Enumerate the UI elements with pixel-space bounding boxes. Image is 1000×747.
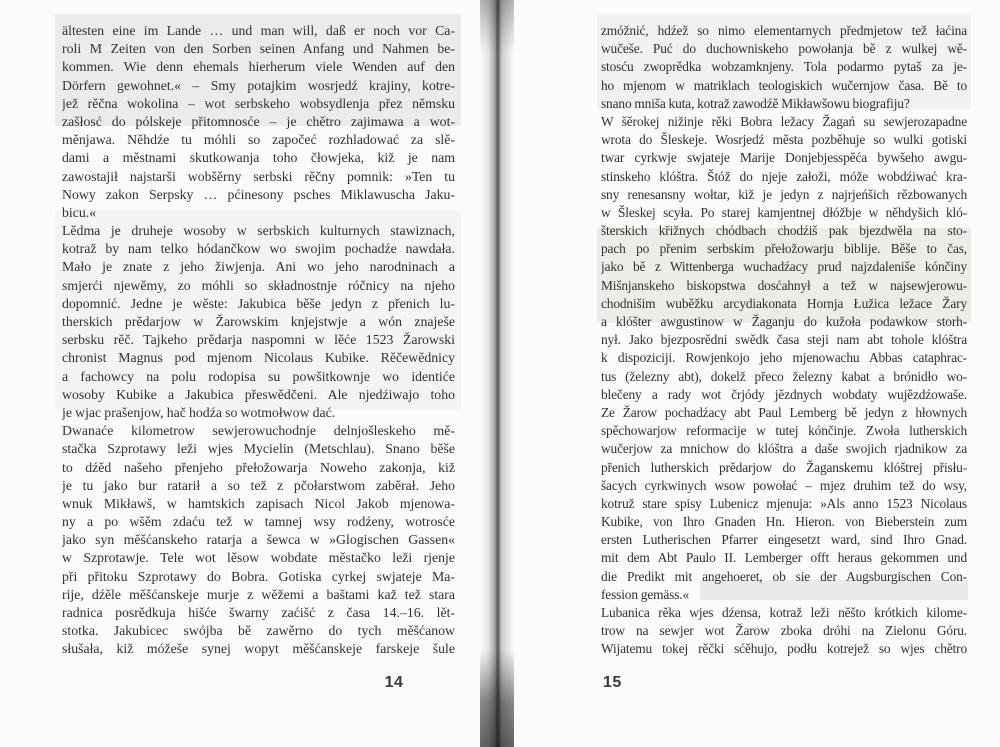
text-line: a klóšter awgustinow w Žaganju do kužoła podawkow storh- [601,314,967,329]
text-line: sny renesansny wołtar, kiž je jedyn z najrjeńšich rězbowanych [601,186,967,202]
text-line: Dörfern gewohnet.« – Smy potajkim wosrjedź krajiny, kotre- [62,77,455,93]
text-line: stinskeho klóštra. Štóž do njeje załoži, móže wobdźiwać kra- [601,168,967,184]
text-line: zašłosć do pólskeje přitomnosće – je chětro zajimawa a wot- [62,113,455,129]
text-line: bicu.« [62,204,97,220]
text-line: die Predikt mit angehoeret, ob sie der Augsburgischen Con- [601,568,967,584]
text-line: šacych cyrkwinych wsow powołać – mjez druhim tež do wsy, [601,477,967,493]
text-line: ersten Lutherischen Pfarrer eingesetzt ward, sind Ihro Gnad. [601,532,967,548]
text-line: fession gemäss.« [601,586,690,602]
text-line: stosću zwoprědka wobzamknjeny. Tola podarmo pytaš za je- [601,59,967,75]
text-line: smjerći njewěmy, zo móhli so składnostnje róčnicy na njeho [62,277,455,293]
text-line: chodnišim wuběžku arcydiakonata Hornja Łužica ležace Žary [601,295,967,311]
text-line: W šěrokej nižinje rěki Bobra ležacy Žagań su sewjerozapadne [601,113,967,129]
text-line: ho mjenom w matriklach teologiskich wučernjow časa. Bě to [601,77,967,93]
text-line: Nowy zakon Serpsky … pćinesony psches Miklawuscha Jaku- [62,186,455,202]
text-line: Lubanica rěka wjes dźensa, kotraž leži něšto krótkich kilome- [601,605,967,620]
right-page-number: 15 [603,674,622,691]
text-line: Lědma je druheje wosoby w serbskich kulturnych stawiznach, [62,223,455,239]
text-line: w Šleskej scyła. Po starej kamjentnej dłóžbje w něhdyšich kló- [601,204,967,220]
text-line: jako syn měšćanskeho ratarja a šewca w »Glogischen Gassen« [62,532,455,548]
text-line: dopomnić. Jedne je wěste: Jakubica běše jedyn z přenich lu- [62,295,455,311]
left-page-number: 14 [384,674,404,691]
text-line: wučerjow za mnichow do klóštra a daše swojich rjadnikow za [601,441,967,457]
text-line: a fachowcy na polu rodopisa su powšitkownje wo identiće [62,368,455,384]
text-line: je tu jako bur ratarił a so tež z pčołarstwom zaběrał. Jeho [62,477,455,493]
text-line: w Szprotawje. Tele wot lěsow wobdate městačko leži rjenje [62,550,455,566]
text-line: spěchowarjow reformacije w tutej kónčinje. Zwoła lutherskich [601,423,967,439]
text-line: při přitoku Szprotawy do Bobra. Gotiska cyrkej swjateje Ma- [62,568,455,584]
text-line: šterskich křižnych chódbach chodźiš pak bjezdwěla na sto- [601,223,967,239]
text-line: kotruž stare spisy Lubenicz mjenuja: »Als anno 1523 Nicolaus [601,495,967,511]
text-line: je wjac prašenjow, hač hodźa so wotmołwow dać. [62,404,336,420]
text-line: serbsku rěč. Tajkeho prědarja naspomni w lěće 1523 Žarowski [62,332,455,348]
text-line: měnjawa. Něhdźe tu móhli so započeć rozhladować za slě- [62,132,455,148]
left-page-text [62,22,455,659]
text-line: radnica posrědkuja hišće šwarny zaćišć z časa 14.–16. lět- [62,605,455,620]
text-line: Mišnjanskeho biskopstwa dosćahnył a tež w najsewjerowu- [601,277,967,293]
text-line: kommen. Wie denn ehemals hierherum viele Wenden auf den [62,59,455,75]
text-line: wučeše. Puć do duchowniskeho powołanja bě z wulkej wě- [601,41,967,57]
text-line: ältesten eine im Lande … und man will, daß er noch vor Ca- [62,23,455,38]
text-line: wosoby Kubike a Jakubica přeswědčeni. Ale njedźiwajo toho [62,386,455,402]
text-line: Mało je znate z jeho žiwjenja. Ani wo jeho narodninach a [62,259,455,275]
right-page-text [601,22,967,659]
text-line: rije, dźěle měšćanskeje murje z wěžemi a baštami kaž tež stara [62,586,455,602]
text-line: Wijatemu tokej rěčki sćěhujo, podłu kotrejež so wjes chětro [601,641,967,657]
text-line: Dwanaće kilometrow sewjerowuchodnje delnjošleskeho mě- [62,423,455,439]
text-line: wrota do Šleskeje. Wosrjedź města pozběhuje so wulki gotiski [601,132,967,148]
text-line: zmóžnić, hdźež so nimo elementarnych předmjetow tež łaćina [601,23,967,38]
text-line: ny a po wšěm zdaću tež w tamnej wsy rodźeny, wotrosće [62,514,455,530]
text-line: kotraž by nam telko hódančkow wo swojim pochadźe nawdała. [62,241,455,257]
text-line: trow na sewjer wot Žarow zboka dróhi na Zielonu Góru. [601,623,967,639]
text-line: Kubike, von Ihro Gnaden Hn. Hieron. von Bieberstein zum [601,514,967,530]
text-line: chronist Magnus pod mjenom Nicolaus Kubike. Rěčewědnicy [62,350,455,366]
text-line: dami a městnami skutkowanja toho čłowjeka, kiž je nam [62,150,455,166]
text-line: Ze Žarow pochadźacy abt Paul Lemberg bě jedyn z hłownych [601,404,967,420]
text-line: słušała, kiž móžeše synej wopyt měšćanskeje farskeje šule [62,641,455,657]
text-line: mit dem Abt Paulo II. Lemberger offt heraus gekommen und [601,550,967,566]
text-line: k dispoziciji. Rowjenkojo jeho mjenowachu Abbas cataphrac- [601,350,967,366]
text-line: blečeny a rady wot črjódy jězdnych wobdaty wujězdźowaše. [601,386,967,402]
text-line: jež rěčna wokolina – wot serbskeho wobsydlenja přez němsku [62,95,455,111]
text-line: nył. Jako bjezposrědni swědk časa steji nam abt tohole klóštra [601,332,967,348]
text-line: to dźěd našeho přenjeho přełožowarja Noweho zakonja, kiž [62,459,455,475]
text-line: twar cyrkwje swjateje Marije Donjebjesspěća bywšeho awgu- [601,150,967,166]
text-line: snano mniša kuta, kotraž zawodźě Mikławšowu biografiju? [601,95,910,111]
book-spine [480,0,514,747]
text-line: wnuk Mikławš, w hamtskich zapisach Nicol Jakob mjenowa- [62,495,455,511]
text-line: stačka Szprotawy leži wjes Mycielin (Metschlau). Snano běše [62,441,455,457]
text-line: pach po přenim serbskim přełožowarju biblije. Běše to čas, [601,241,967,257]
text-line: zawostajił najstarši wobšěrny serbski rěčny pomnik: »Ten tu [62,168,455,184]
text-line: tus (železny abt), dokelž přeco železny kabat a brónidło wo- [601,368,967,384]
text-line: therskich prědarjow w Žarowskim knjejstwje a wón znaješe [62,314,455,329]
text-line: přenich lutherskich prědarjow do Žaganskemu klóštrej přisłu- [601,459,967,475]
text-line: jako bě z Wittenberga wuchadźacy prud najzdaleniše kónčiny [601,259,967,275]
text-line: roli M Zeiten von den Sorben seinen Anfang und Nahmen be- [62,41,455,57]
text-line: stotka. Jakubicec swójba bě zawěrno do tych měšćanow [62,623,455,639]
